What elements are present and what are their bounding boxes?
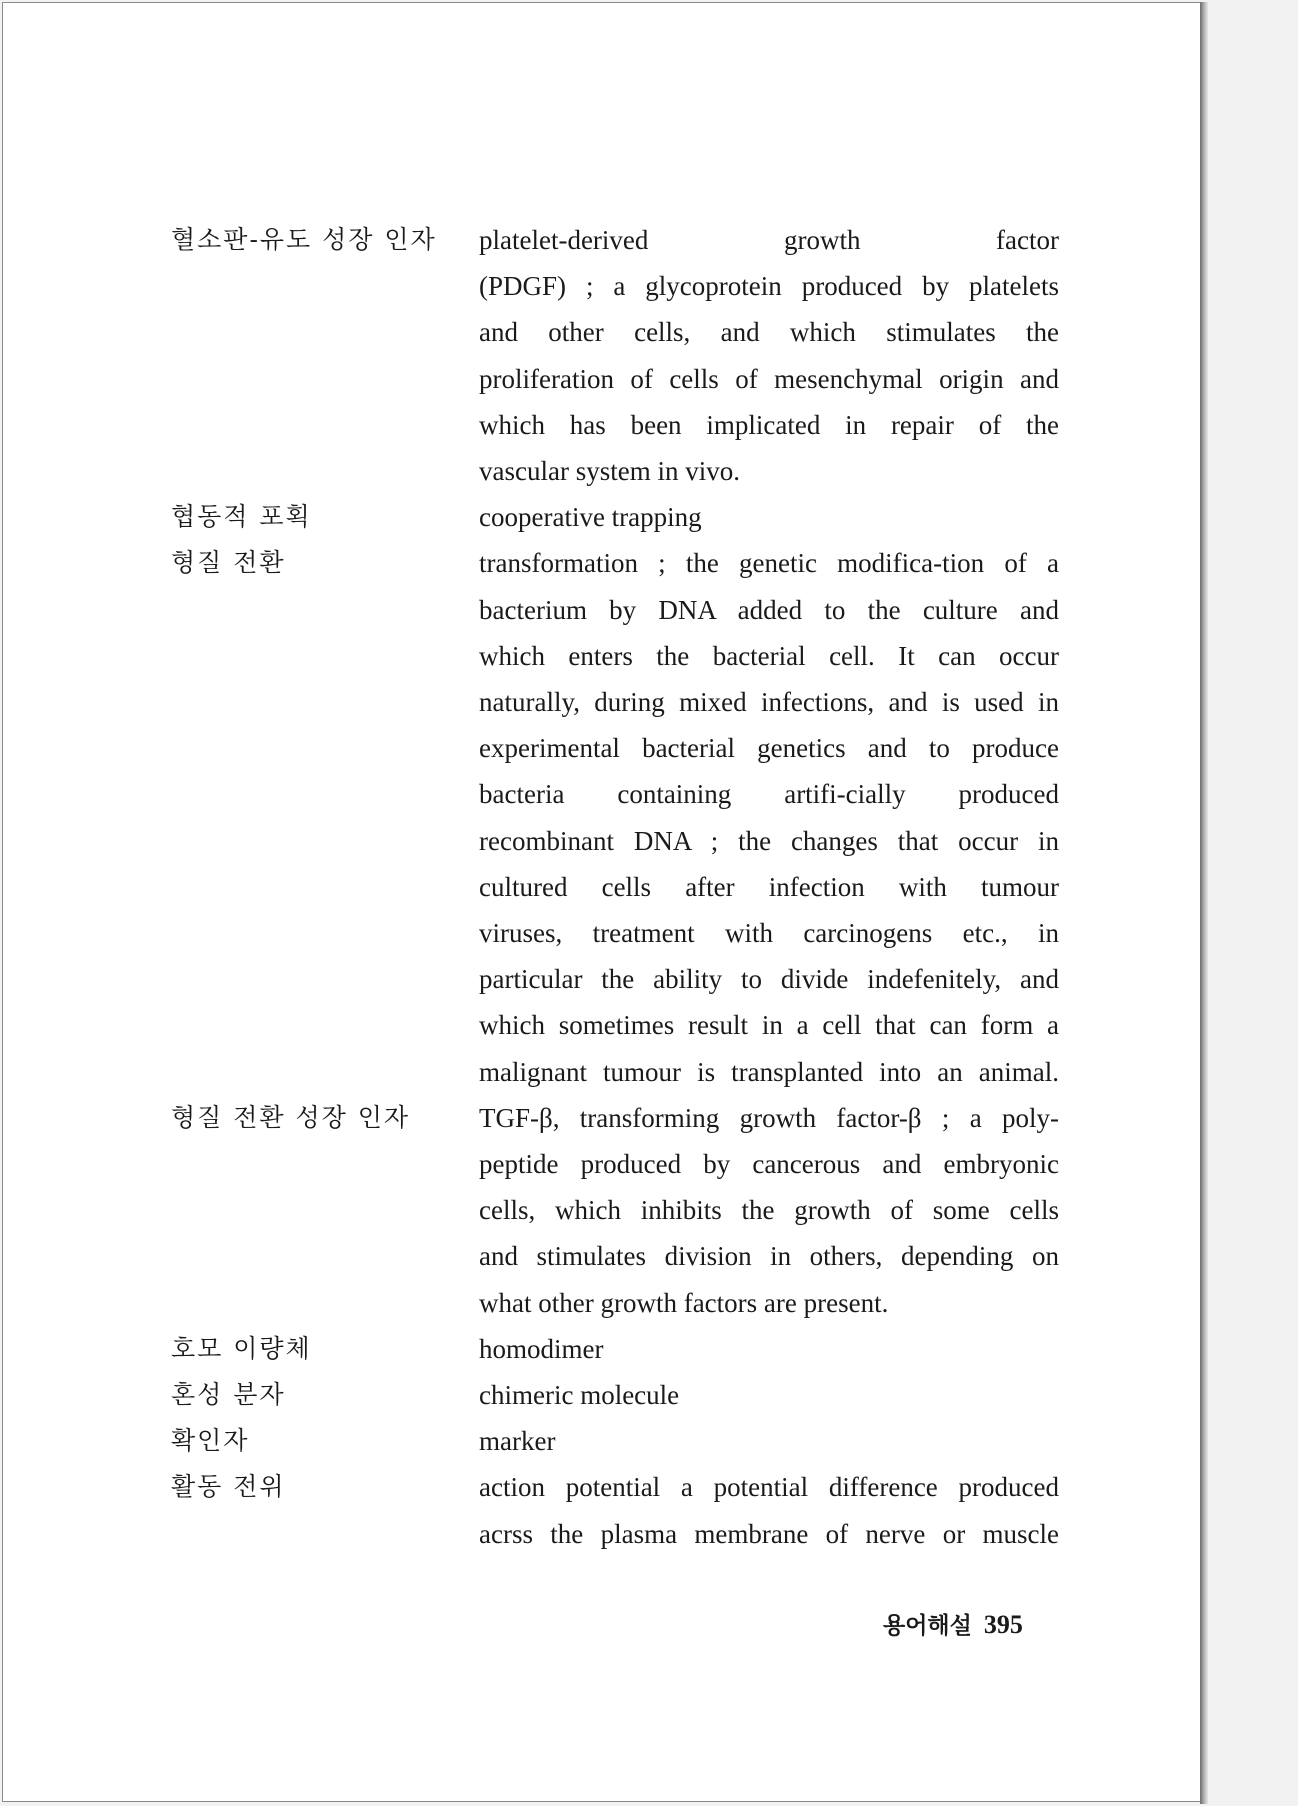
section-title: 용어해설 bbox=[883, 1613, 972, 1639]
entry-definition bbox=[479, 217, 1059, 494]
glossary-entry bbox=[171, 494, 1071, 540]
definition-line: malignant tumour is transplanted into an animal. bbox=[479, 1056, 1059, 1087]
glossary-entry bbox=[171, 1372, 1071, 1418]
definition-line: homodimer bbox=[479, 1333, 604, 1364]
glossary-entry bbox=[171, 1326, 1071, 1372]
page-number: 395 bbox=[983, 1610, 1023, 1639]
definition-line: viruses, treatment with carcinogens etc., in bbox=[479, 918, 1059, 949]
definition-line: naturally, during mixed infections, and is used in bbox=[479, 687, 1059, 718]
entry-definition bbox=[479, 540, 1059, 1094]
entry-term: 혈소판-유도 성장 인자 bbox=[171, 225, 437, 254]
entry-term: 호모 이량체 bbox=[171, 1333, 312, 1363]
definition-line: bacterium by DNA added to the culture and bbox=[479, 594, 1059, 625]
page-footer bbox=[883, 1607, 1023, 1640]
definition-line: proliferation of cells of mesenchymal origin and bbox=[479, 363, 1059, 394]
definition-line: what other growth factors are present. bbox=[479, 1287, 889, 1318]
definition-line: marker bbox=[479, 1426, 556, 1457]
glossary-entry bbox=[171, 1095, 1071, 1326]
glossary-entry bbox=[171, 1418, 1071, 1464]
definition-line: platelet-derived growth factor bbox=[479, 225, 1059, 255]
entry-definition bbox=[479, 1464, 1059, 1556]
definition-line: (PDGF) ; a glycoprotein produced by platelets bbox=[479, 271, 1059, 302]
definition-line: and other cells, and which stimulates the bbox=[479, 317, 1059, 348]
definition-line: vascular system in vivo. bbox=[479, 456, 740, 487]
definition-line: recombinant DNA ; the changes that occur in bbox=[479, 825, 1059, 856]
definition-line: action potential a potential difference produced bbox=[479, 1472, 1059, 1503]
glossary-entry bbox=[171, 1464, 1071, 1556]
entry-definition bbox=[479, 1095, 1059, 1326]
glossary-entry bbox=[171, 217, 1071, 494]
definition-line: and stimulates division in others, depending on bbox=[479, 1241, 1059, 1272]
definition-line: chimeric molecule bbox=[479, 1380, 680, 1411]
definition-line: transformation ; the genetic modifica-tion of a bbox=[479, 548, 1059, 579]
entry-definition bbox=[479, 494, 1059, 540]
definition-line: acrss the plasma membrane of nerve or muscle bbox=[479, 1518, 1059, 1549]
entry-term: 혼성 분자 bbox=[171, 1380, 286, 1410]
definition-line: cultured cells after infection with tumour bbox=[479, 871, 1059, 902]
definition-line: TGF-β, transforming growth factor-β ; a poly- bbox=[479, 1102, 1059, 1133]
entry-definition bbox=[479, 1372, 1059, 1418]
definition-line: which sometimes result in a cell that can form a bbox=[479, 1010, 1059, 1041]
entry-term: 활동 전위 bbox=[171, 1472, 286, 1502]
page-edge-shadow bbox=[1200, 2, 1208, 1804]
entry-term: 형질 전환 성장 인자 bbox=[171, 1102, 411, 1132]
definition-line: experimental bacterial genetics and to produce bbox=[479, 733, 1059, 764]
definition-line: particular the ability to divide indefenitely, and bbox=[479, 964, 1059, 995]
glossary-entries bbox=[171, 217, 1071, 1557]
entry-term: 형질 전환 bbox=[171, 548, 286, 578]
entry-term: 확인자 bbox=[171, 1426, 250, 1456]
entry-definition bbox=[479, 1418, 1059, 1464]
definition-line: which enters the bacterial cell. It can occur bbox=[479, 640, 1059, 671]
definition-line: cells, which inhibits the growth of some cells bbox=[479, 1195, 1059, 1226]
definition-line: cooperative trapping bbox=[479, 502, 702, 533]
entry-definition bbox=[479, 1326, 1059, 1372]
entry-term: 협동적 포획 bbox=[171, 502, 312, 532]
definition-line: bacteria containing artifi-cially produced bbox=[479, 779, 1059, 810]
glossary-entry bbox=[171, 540, 1071, 1094]
document-page bbox=[2, 2, 1202, 1802]
definition-line: which has been implicated in repair of the bbox=[479, 409, 1059, 440]
definition-line: peptide produced by cancerous and embryonic bbox=[479, 1149, 1059, 1180]
